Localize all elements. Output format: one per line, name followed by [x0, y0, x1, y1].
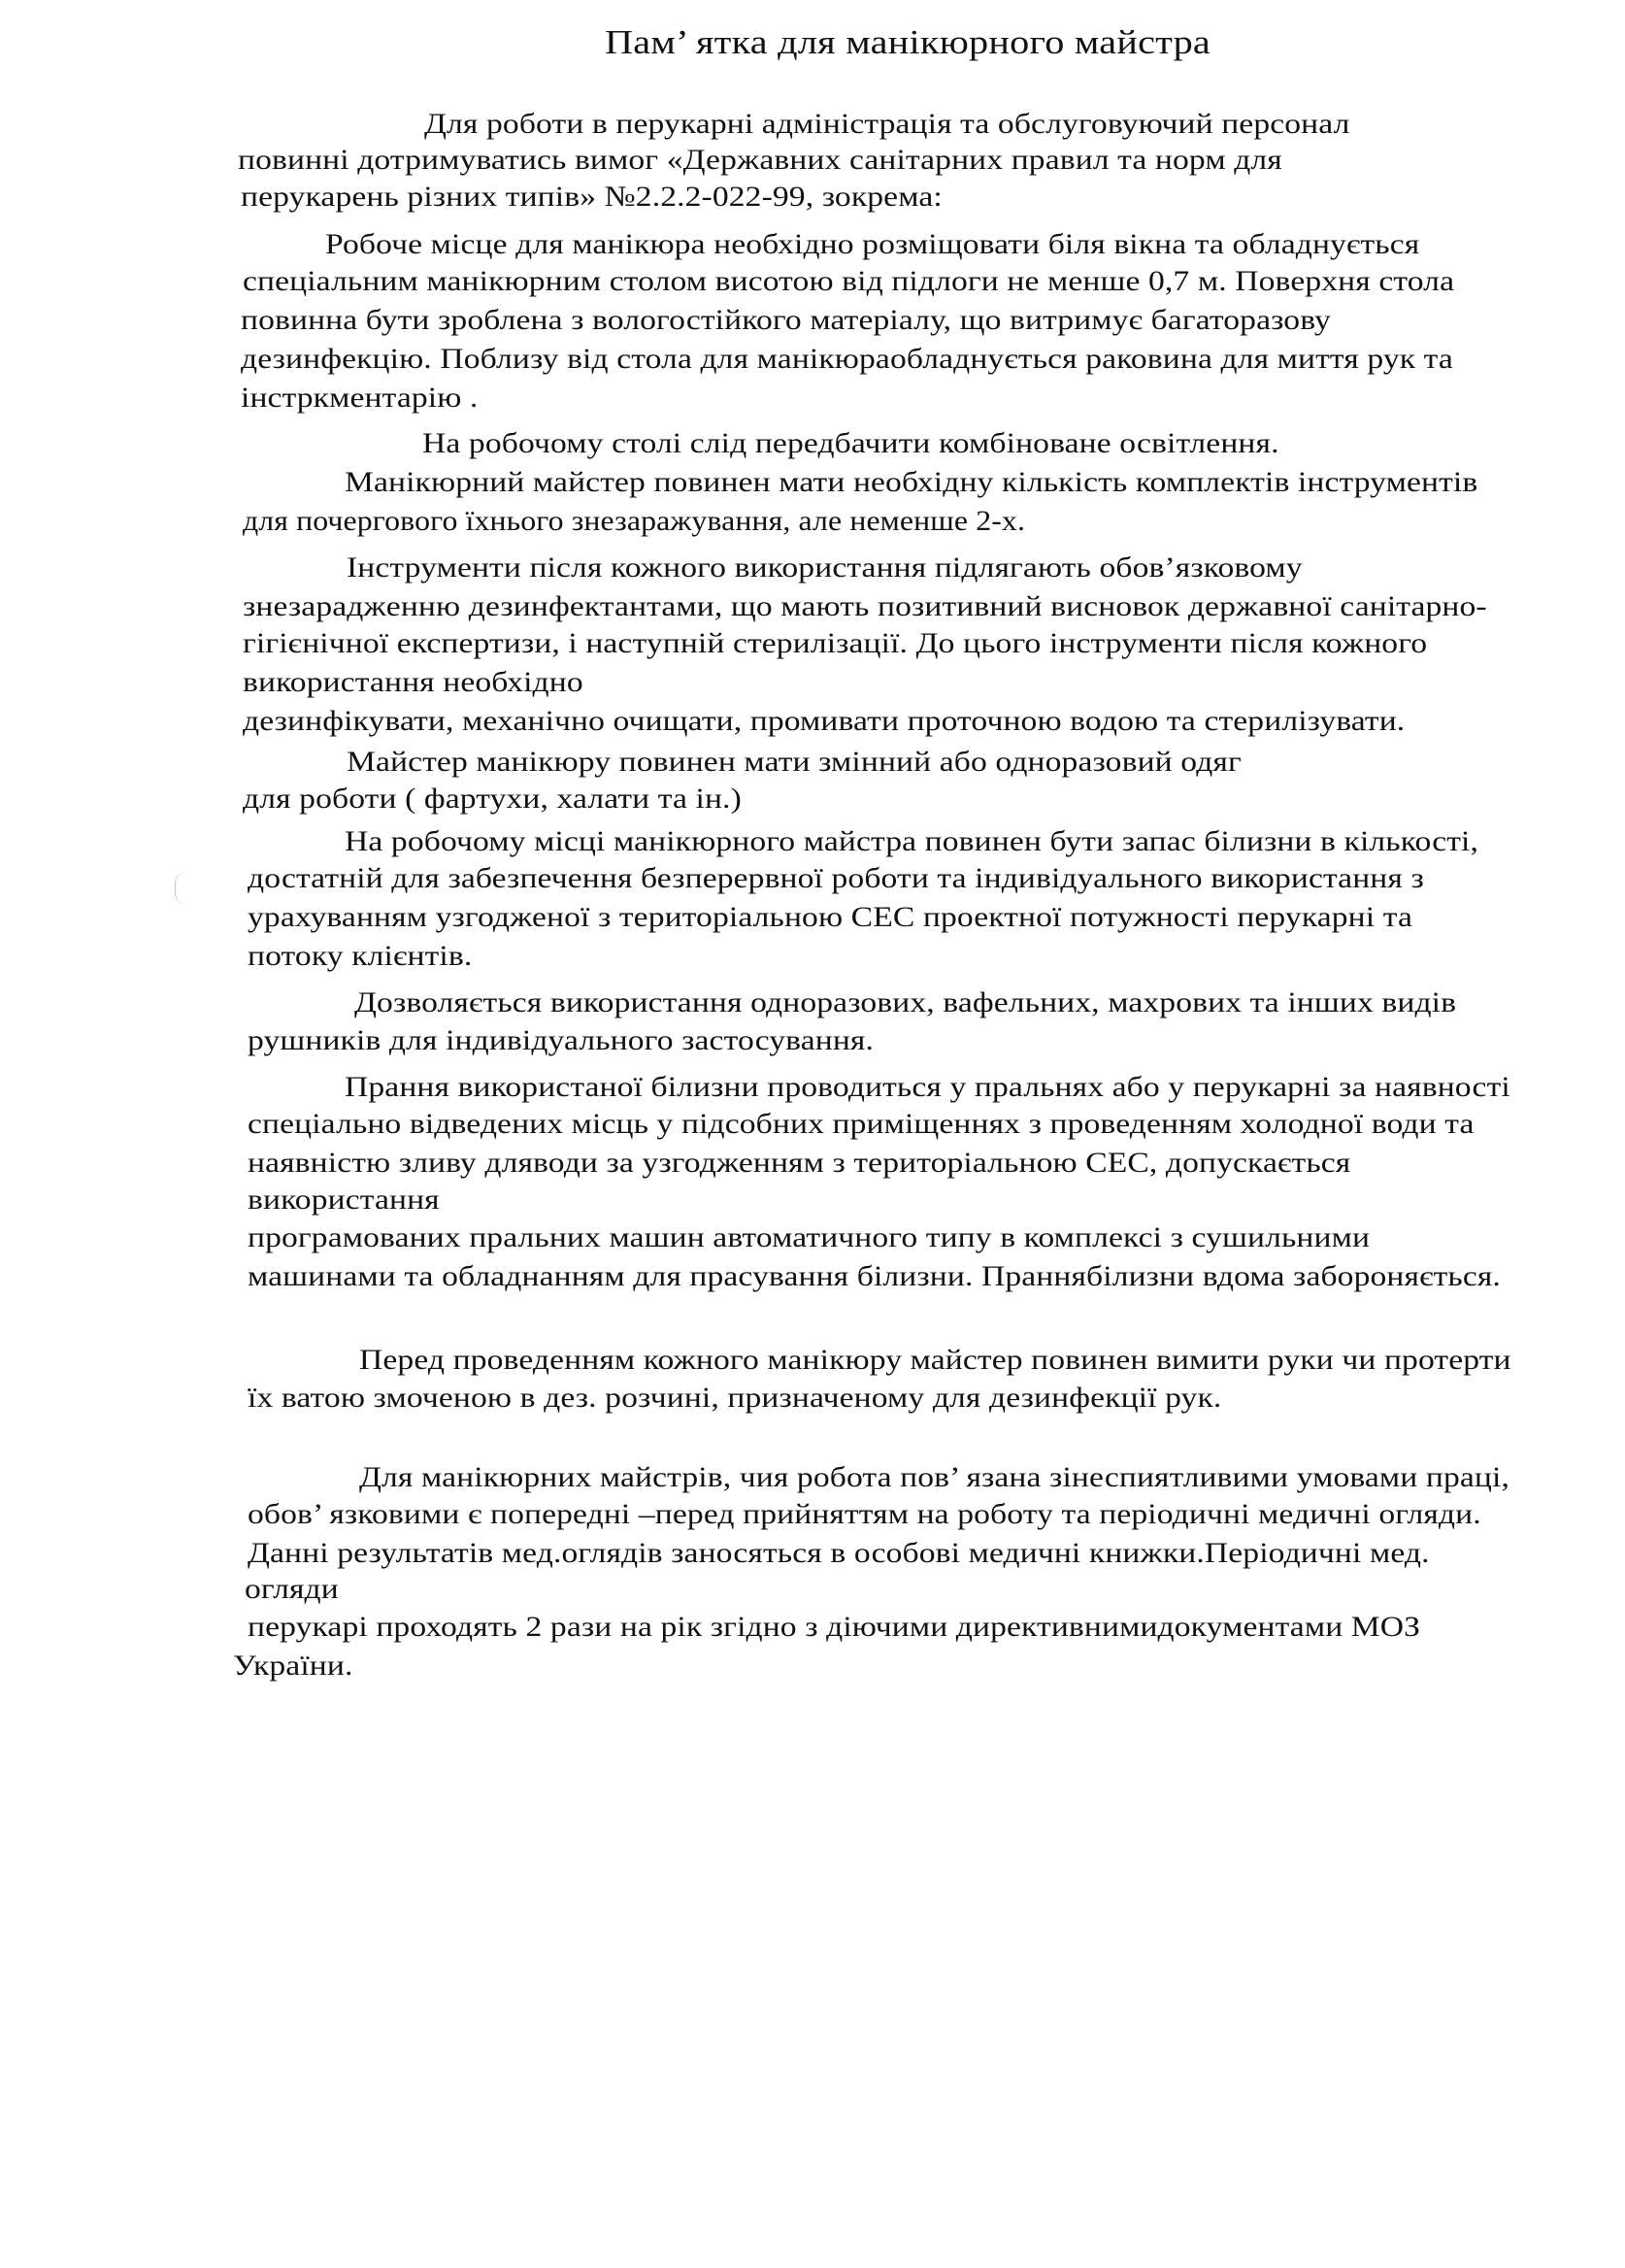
document-line: Прання використаної білизни проводиться у пральнях або у перукарні за наявності [345, 1071, 1510, 1103]
document-line: На робочому місці манікюрного майстра повинен бути запас білизни в кількості, [345, 825, 1479, 857]
document-line: достатній для забезпечення безперервної роботи та індивідуального використання з [248, 862, 1424, 894]
document-line: інстркментарію . [241, 382, 479, 414]
document-line: для почергового їхнього знезаражування, але неменше 2-х. [243, 505, 1026, 537]
document-line: спеціально відведених місць у підсобних приміщеннях з проведенням холодної води та [248, 1108, 1475, 1140]
document-line: Майстер манікюру повинен мати змінний або одноразовий одяг [347, 746, 1242, 778]
document-line: для роботи ( фартухи, халати та ін.) [243, 783, 742, 815]
document-line: наявністю зливу дляводи за узгодженням з територіальною СЕС, допускається [248, 1147, 1351, 1179]
document-line: Для манікюрних майстрів, чия робота пов’ язана зінеспиятливими умовами праці, [359, 1461, 1509, 1493]
document-line: дезинфікувати, механічно очищати, промивати проточною водою та стерилізувати. [243, 705, 1406, 737]
document-line: перукарень різних типів» №2.2.2-022-99, зокрема: [241, 181, 943, 213]
document-line: повинна бути зроблена з вологостійкого матеріалу, що витримує багаторазову [241, 304, 1331, 336]
document-line: огляди [245, 1573, 339, 1605]
document-line: Перед проведенням кожного манікюру майстер повинен вимити руки чи протерти [359, 1344, 1511, 1376]
document-line: перукарі проходять 2 рази на рік згідно з діючими директивнимидокументами МОЗ [248, 1611, 1421, 1643]
document-line: використання [248, 1184, 440, 1216]
document-line: Для роботи в перукарні адміністрація та обслуговуючий персонал [424, 108, 1350, 140]
document-line: використання необхідно [243, 666, 583, 698]
document-line: Дозволяється використання одноразових, вафельних, махрових та інших видів [354, 986, 1457, 1018]
document-line: гігієнічної експертизи, і наступній стерилізації. До цього інструменти після кожного [243, 627, 1428, 659]
document-line: України. [233, 1650, 353, 1682]
document-line: повинні дотримуватись вимог «Державних санітарних правил та норм для [238, 144, 1282, 176]
document-line: потоку клієнтів. [248, 940, 473, 972]
document-line: Данні результатів мед.оглядів заносяться в особові медичні книжки.Періодичні мед. [248, 1537, 1430, 1569]
document-line: спеціальним манікюрним столом висотою від підлоги не менше 0,7 м. Поверхня стола [243, 265, 1455, 297]
document-line: На робочому столі слід передбачити комбіноване освітлення. [422, 427, 1279, 459]
document-line: Інструменти після кожного використання підлягають обов’язковому [347, 551, 1303, 584]
document-line: урахуванням узгодженої з територіальною СЕС проектної потужності перукарні та [248, 901, 1412, 933]
document-line: машинами та обладнанням для прасування білизни. Праннябілизни вдома забороняється. [248, 1260, 1501, 1292]
document-line: їх ватою змоченою в дез. розчині, призначеному для дезинфекції рук. [248, 1382, 1222, 1414]
document-line: Робоче місце для манікюра необхідно розміщовати біля вікна та обладнується [325, 228, 1420, 260]
document-title: Пам’ ятка для манікюрного майстра [605, 23, 1211, 61]
document-line: програмованих пральних машин автоматичного типу в комплексі з сушильними [248, 1221, 1371, 1253]
document-line: Манікюрний майстер повинен мати необхідну кількість комплектів інструментів [345, 466, 1478, 498]
scan-artifact-mark [175, 872, 191, 905]
document-line: дезинфекцію. Поблизу від стола для манікюраобладнується раковина для миття рук та [241, 343, 1453, 375]
document-line: знезараджeнню дезинфектантами, що мають позитивний висновок державної санітарно- [243, 590, 1487, 622]
document-line: обов’ язковими є попередні –перед прийняттям на роботу та періодичні медичні огляди. [248, 1498, 1481, 1530]
document-line: рушників для індивідуального застосування. [248, 1024, 875, 1056]
